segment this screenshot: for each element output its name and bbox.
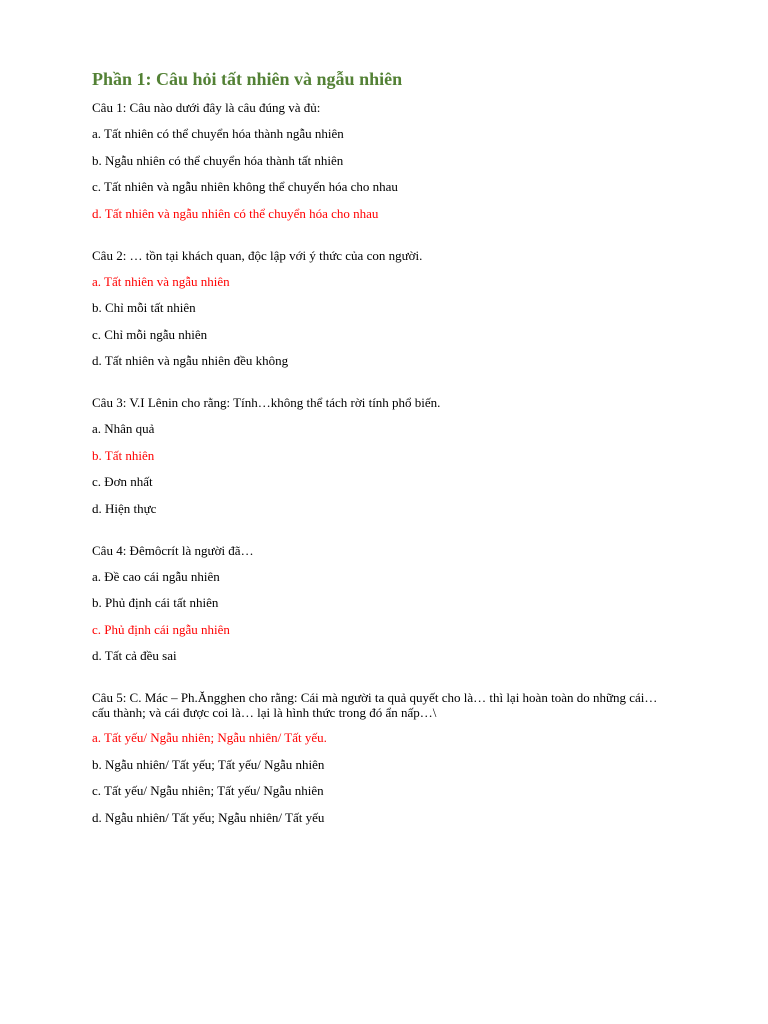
answer-option-a: a. Tất yếu/ Ngẫu nhiên; Ngẫu nhiên/ Tất yếu.	[92, 730, 327, 745]
question-5	[92, 690, 676, 826]
answer-option-a: a. Nhân quả	[92, 421, 155, 436]
answer-option-d: d. Tất cả đều sai	[92, 648, 177, 663]
answer-option-a: a. Đề cao cái ngẫu nhiên	[92, 568, 220, 584]
answer-option-c: c. Chỉ mỗi ngẫu nhiên	[92, 326, 208, 342]
answer-option-a: a. Tất nhiên có thể chuyển hóa thành ngẫu nhiên	[92, 126, 344, 141]
question-4	[92, 543, 676, 665]
answer-option-d: d. Tất nhiên và ngẫu nhiên đều không	[92, 353, 289, 368]
section-heading: Phần 1: Câu hỏi tất nhiên và ngẫu nhiên	[92, 69, 403, 89]
question-text: Câu 1: Câu nào dưới đây là câu đúng và đủ:	[92, 100, 321, 115]
answer-option-b: b. Chỉ mỗi tất nhiên	[92, 300, 196, 315]
answer-option-b: b. Phủ định cái tất nhiên	[92, 595, 219, 610]
question-text: Câu 5: C. Mác – Ph.Ăngghen cho rằng: Cái mà người ta quả quyết cho là… thì lại hoàn toàn do những cái… cấu thành; và cái được coi là… lại là hình thức trong đó ẩn nấp…\	[92, 690, 658, 720]
answer-option-d: d. Ngẫu nhiên/ Tất yếu; Ngẫu nhiên/ Tất yếu	[92, 809, 325, 825]
question-1	[92, 100, 676, 222]
question-text: Câu 3: V.I Lênin cho rằng: Tính…không thể tách rời tính phổ biến.	[92, 395, 441, 410]
answer-option-a: a. Tất nhiên và ngẫu nhiên	[92, 273, 230, 289]
answer-option-c: c. Tất yếu/ Ngẫu nhiên; Tất yếu/ Ngẫu nhiên	[92, 783, 324, 798]
question-text: Câu 4: Đêmôcrít là người đã…	[92, 542, 254, 558]
question-3	[92, 395, 676, 517]
answer-option-c: c. Tất nhiên và ngẫu nhiên không thể chuyển hóa cho nhau	[92, 179, 398, 194]
answer-option-b: b. Ngẫu nhiên có thể chuyển hóa thành tất nhiên	[92, 152, 344, 168]
question-2	[92, 248, 676, 370]
answer-option-b: b. Ngẫu nhiên/ Tất yếu; Tất yếu/ Ngẫu nhiên	[92, 756, 325, 772]
question-text: Câu 2: … tồn tại khách quan, độc lập với ý thức của con người.	[92, 247, 423, 263]
answer-option-c: c. Đơn nhất	[92, 474, 153, 489]
answer-option-b: b. Tất nhiên	[92, 447, 155, 463]
answer-option-c: c. Phủ định cái ngẫu nhiên	[92, 621, 230, 637]
answer-option-d: d. Tất nhiên và ngẫu nhiên có thể chuyển hóa cho nhau	[92, 205, 379, 221]
answer-option-d: d. Hiện thực	[92, 500, 157, 516]
